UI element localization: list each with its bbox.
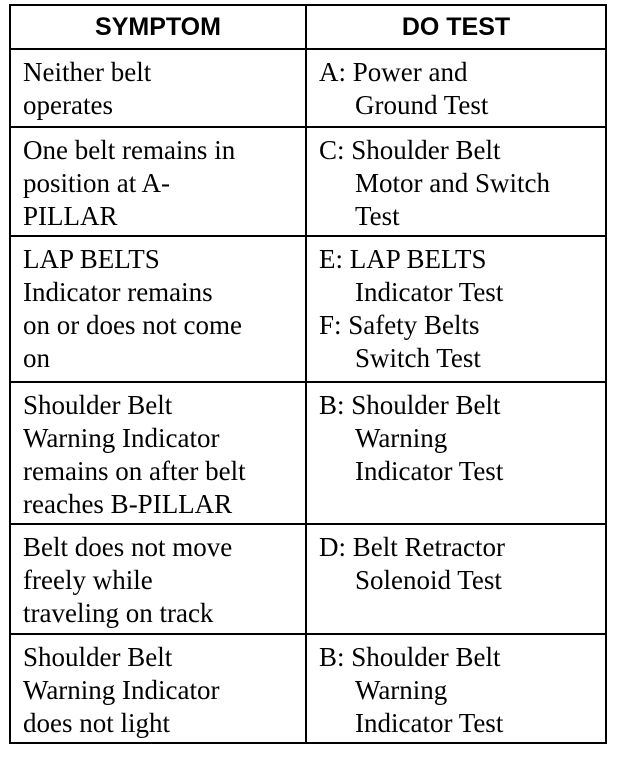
- test-line-continued: Solenoid Test: [355, 565, 502, 595]
- symptom-cell: [10, 236, 306, 382]
- symptom-cell: [10, 524, 306, 634]
- test-line-continued: Test: [355, 201, 400, 231]
- symptom-line: Shoulder Belt: [23, 390, 173, 420]
- symptom-line: LAP BELTS: [23, 244, 160, 274]
- symptom-cell: [10, 127, 306, 236]
- symptom-line: does not light: [23, 708, 170, 738]
- test-line-continued: Warning: [355, 423, 448, 453]
- symptom-header: SYMPTOM: [10, 5, 306, 49]
- symptom-line: freely while: [23, 565, 153, 595]
- symptom-test-table: [9, 4, 607, 744]
- test-entry: [319, 389, 597, 488]
- table-row: [10, 127, 606, 236]
- do-test-cell: [306, 127, 606, 236]
- symptom-line: Neither belt: [23, 57, 152, 87]
- symptom-line: operates: [23, 90, 113, 120]
- symptom-line: traveling on track: [23, 598, 214, 628]
- test-line: D: Belt Retractor: [319, 532, 505, 562]
- do-test-cell: [306, 634, 606, 743]
- table-row: [10, 236, 606, 382]
- test-entry: [319, 531, 597, 597]
- test-line-continued: Indicator Test: [355, 456, 504, 486]
- test-line-continued: Ground Test: [355, 90, 489, 120]
- table-row: [10, 382, 606, 524]
- test-entry: [319, 641, 597, 740]
- test-line: F: Safety Belts: [319, 310, 480, 340]
- test-line: B: Shoulder Belt: [319, 642, 501, 672]
- do-test-cell: [306, 382, 606, 524]
- test-entry: [319, 243, 597, 309]
- symptom-line: Belt does not move: [23, 532, 233, 562]
- symptom-line: remains on after belt: [23, 456, 246, 486]
- do-test-cell: [306, 236, 606, 382]
- symptom-cell: [10, 382, 306, 524]
- symptom-line: Indicator remains: [23, 277, 213, 307]
- test-line: E: LAP BELTS: [319, 244, 487, 274]
- symptom-line: reaches B-PILLAR: [23, 489, 233, 519]
- symptom-line: PILLAR: [23, 201, 118, 231]
- do-test-header: DO TEST: [306, 5, 606, 49]
- table-row: [10, 634, 606, 743]
- symptom-cell: [10, 634, 306, 743]
- do-test-cell: [306, 524, 606, 634]
- symptom-line: position at A-: [23, 168, 170, 198]
- table-row: [10, 49, 606, 127]
- symptom-line: on: [23, 343, 50, 373]
- table-body: [10, 49, 606, 743]
- symptom-line: on or does not come: [23, 310, 242, 340]
- test-line: C: Shoulder Belt: [319, 135, 501, 165]
- symptom-line: Warning Indicator: [23, 423, 220, 453]
- symptom-line: One belt remains in: [23, 135, 236, 165]
- test-entry: [319, 134, 597, 233]
- test-line-continued: Indicator Test: [355, 277, 504, 307]
- test-line-continued: Indicator Test: [355, 708, 504, 738]
- test-line: B: Shoulder Belt: [319, 390, 501, 420]
- test-line-continued: Motor and Switch: [355, 168, 550, 198]
- test-line-continued: Warning: [355, 675, 448, 705]
- header-row: [10, 5, 606, 49]
- test-line: A: Power and: [319, 57, 468, 87]
- symptom-line: Shoulder Belt: [23, 642, 173, 672]
- test-entry: [319, 309, 597, 375]
- table-row: [10, 524, 606, 634]
- symptom-line: Warning Indicator: [23, 675, 220, 705]
- symptom-cell: [10, 49, 306, 127]
- test-line-continued: Switch Test: [355, 343, 481, 373]
- do-test-cell: [306, 49, 606, 127]
- test-entry: [319, 56, 597, 122]
